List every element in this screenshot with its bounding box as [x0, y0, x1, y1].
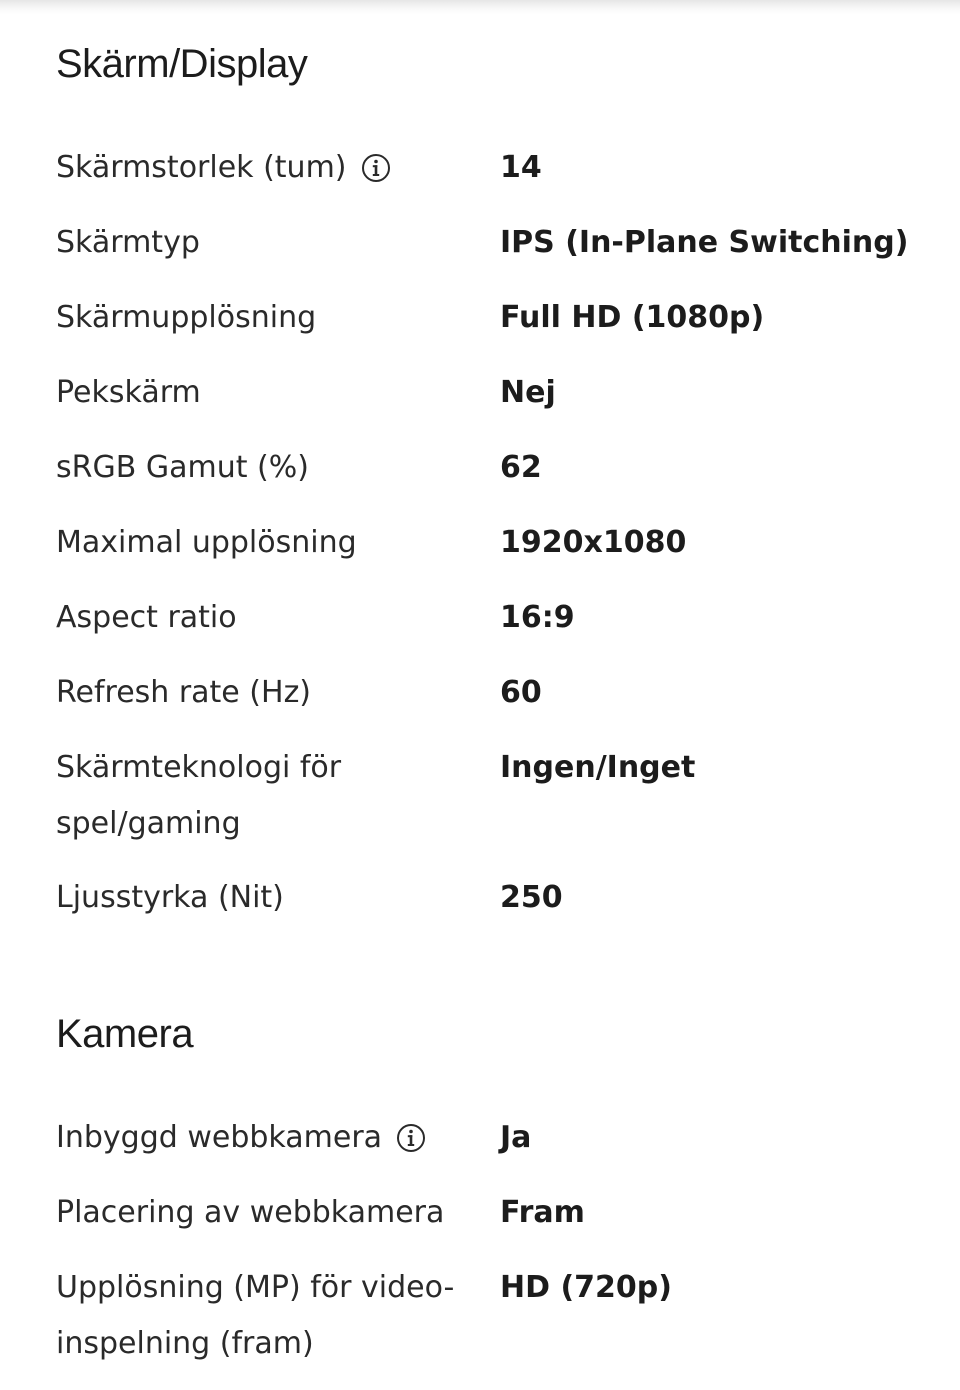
spec-row [56, 1110, 916, 1185]
spec-label: Refresh rate (Hz) [56, 675, 312, 710]
spec-row [56, 515, 916, 590]
spec-row [56, 740, 916, 870]
spec-value: 16:9 [500, 600, 575, 635]
spec-value: 62 [500, 450, 542, 485]
info-circle-icon[interactable] [396, 1123, 426, 1153]
spec-value: IPS (In-Plane Switching) [500, 225, 909, 260]
spec-value: Fram [500, 1195, 585, 1230]
spec-row [56, 365, 916, 440]
spec-row [56, 290, 916, 365]
spec-value: 1920x1080 [500, 525, 687, 560]
top-shadow [0, 0, 960, 14]
spec-list-camera [56, 1110, 916, 1390]
spec-value: Full HD (1080p) [500, 300, 765, 335]
spec-value: 14 [500, 150, 542, 185]
spec-value: Ja [500, 1120, 532, 1155]
spec-label: Aspect ratio [56, 600, 237, 635]
spec-value: 60 [500, 675, 542, 710]
spec-label: Upplösning (MP) för video- inspelning (fram) [56, 1270, 455, 1361]
spec-label: Skärmtyp [56, 225, 200, 260]
spec-row [56, 665, 916, 740]
spec-row [56, 440, 916, 515]
spec-list-display [56, 140, 916, 945]
spec-row [56, 1260, 916, 1390]
info-circle-icon[interactable] [361, 153, 391, 183]
spec-row [56, 140, 916, 215]
spec-label: Skärmupplösning [56, 300, 317, 335]
spec-row [56, 215, 916, 290]
spec-row [56, 870, 916, 945]
spec-label: Maximal upplösning [56, 525, 357, 560]
spec-label: Inbyggd webbkamera [56, 1110, 500, 1166]
spec-label: Skärmstorlek (tum) [56, 140, 500, 196]
spec-label: Ljusstyrka (Nit) [56, 880, 284, 915]
spec-label: Placering av webbkamera [56, 1195, 445, 1230]
spec-row [56, 1185, 916, 1260]
spec-label: sRGB Gamut (%) [56, 450, 309, 485]
section-title-display: Skärm/Display [56, 42, 308, 86]
spec-value: 250 [500, 880, 563, 915]
section-display [56, 40, 916, 945]
spec-value: Nej [500, 375, 556, 410]
section-camera [56, 1010, 916, 1390]
spec-label: Pekskärm [56, 375, 201, 410]
spec-value: Ingen/Inget [500, 750, 696, 785]
spec-row [56, 590, 916, 665]
section-title-camera: Kamera [56, 1012, 194, 1056]
spec-label: Skärmteknologi för spel/gaming [56, 750, 342, 841]
spec-value: HD (720p) [500, 1270, 672, 1305]
